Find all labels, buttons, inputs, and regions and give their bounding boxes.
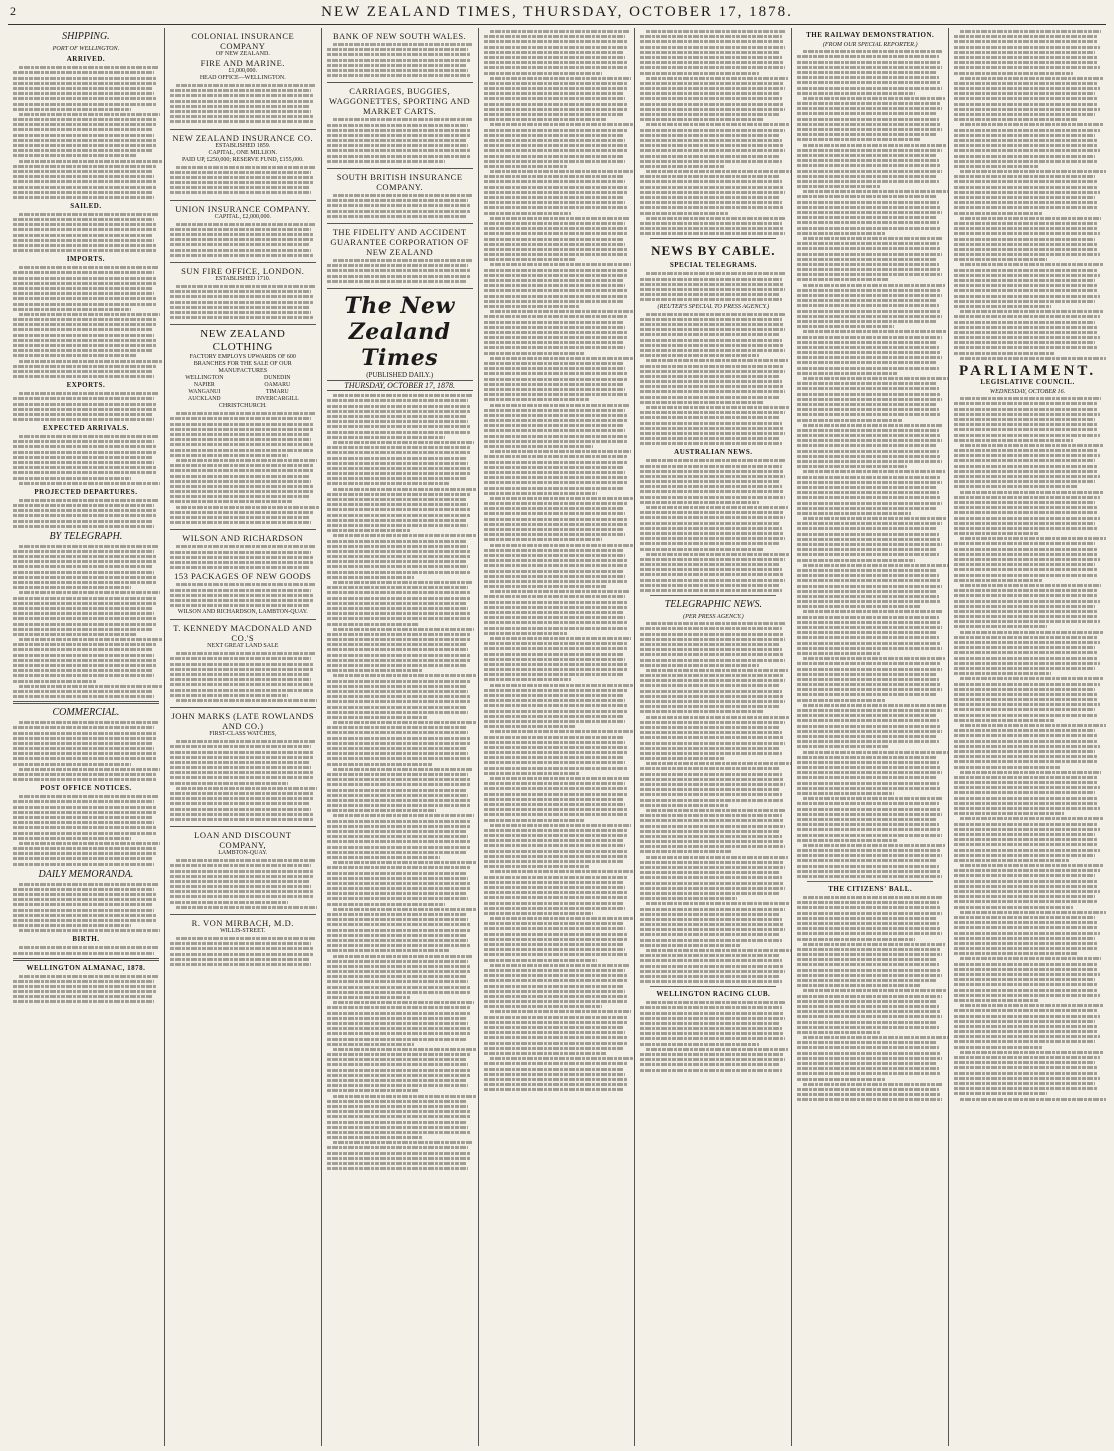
ad-john-marks: JOHN MARKS (LATE ROWLANDS AND CO.) FIRST-CLASS WATCHES, — [170, 708, 316, 827]
australian-text — [640, 459, 786, 592]
column-advertisements-1 — [165, 28, 322, 1446]
paper-title: The New Zealand Times — [344, 292, 455, 371]
cable-text — [640, 313, 786, 446]
ad-union-insurance: UNION INSURANCE COMPANY. CAPITAL, £2,000,000. — [170, 201, 316, 263]
editorial-text — [327, 394, 473, 1170]
ad-nz-insurance: NEW ZEALAND INSURANCE CO. ESTABLISHED 1859. CAPITAL, ONE MILLION. PAID UP, £250,000; RESERVE FUND, £155,000. — [170, 130, 316, 201]
parliament-text — [954, 397, 1101, 1100]
births-text — [13, 946, 159, 954]
page-number: 2 — [10, 4, 16, 18]
sailed-text — [13, 213, 159, 252]
column-cable-news — [635, 28, 792, 1446]
racing-club-heading: WELLINGTON RACING CLUB. — [656, 990, 771, 999]
legislative-council-heading: LEGISLATIVE COUNCIL. — [980, 378, 1075, 387]
expected-arrivals-label: EXPECTED ARRIVALS. — [42, 424, 129, 433]
col7-top-text — [954, 30, 1101, 360]
almanac-heading: WELLINGTON ALMANAC, 1878. — [26, 963, 146, 972]
col5-top-text — [640, 30, 786, 235]
memoranda-heading: DAILY MEMORANDA. — [38, 868, 134, 880]
arrived-label: ARRIVED. — [66, 55, 106, 64]
memoranda-text — [13, 883, 159, 933]
ad-carriages: CARRIAGES, BUGGIES, WAGGONETTES, SPORTING AND MARKET CARTS. — [327, 83, 473, 169]
parliament-heading: PARLIAMENT. — [959, 362, 1097, 379]
news-by-cable-heading: NEWS BY CABLE. — [651, 243, 776, 259]
ball-text — [797, 896, 943, 1101]
page-header — [0, 4, 1114, 22]
header-rule — [8, 24, 1106, 25]
ad-von-mirbach: R. VON MIRBACH, M.D. WILLIS-STREET. — [170, 915, 316, 971]
column-editorial — [322, 28, 479, 1446]
sailed-label: SAILED. — [70, 201, 102, 210]
ad-sun-fire-office: SUN FIRE OFFICE, LONDON. ESTABLISHED 1710. — [170, 263, 316, 325]
ad-south-british: SOUTH BRITISH INSURANCE COMPANY. — [327, 169, 473, 224]
railway-text — [797, 50, 943, 878]
shipping-heading: SHIPPING. — [62, 31, 110, 42]
almanac-text — [13, 975, 159, 1004]
arrived-text — [13, 66, 159, 199]
ad-wilson-richardson: WILSON AND RICHARDSON 153 PACKAGES OF NEW GOODS WILSON AND RICHARDSON, LAMBTON-QUAY. — [170, 530, 316, 620]
ad-kennedy-macdonald: T. KENNEDY MACDONALD AND CO.'S NEXT GREAT LAND SALE — [170, 620, 316, 708]
telegraphic-text — [640, 622, 786, 983]
telegraphic-news-heading: TELEGRAPHIC NEWS. — [664, 599, 762, 611]
ad-fidelity-accident: THE FIDELITY AND ACCIDENT GUARANTEE CORPORATION OF NEW ZEALAND — [327, 224, 473, 289]
ad-nz-clothing-factory: NEW ZEALAND CLOTHING FACTORY EMPLOYS UPWARDS OF 600 BRANCHES FOR THE SALE OF OUR MANUFACTURES WELLINGTON DUNEDIN NAPIER OAMARU WANGANUI TIMARU AUCKLAND INVERCARGILL CHRISTCHURCH. — [170, 325, 316, 530]
press-agency-label: (PER PRESS AGENCY.) — [683, 613, 744, 621]
projected-label: PROJECTED DEPARTURES. — [34, 487, 138, 496]
paper-subtitle: (PUBLISHED DAILY.) — [366, 370, 434, 379]
editorial-text-cont — [484, 30, 630, 1091]
expected-text — [13, 435, 159, 485]
column-shipping — [8, 28, 165, 1446]
citizens-ball-heading: THE CITIZENS' BALL. — [828, 885, 913, 894]
telegraph-label: BY TELEGRAPH. — [49, 530, 123, 542]
railway-subheading: (FROM OUR SPECIAL REPORTER.) — [822, 41, 918, 48]
port-heading: PORT OF WELLINGTON. — [52, 45, 120, 52]
racing-text — [640, 1001, 786, 1071]
ad-colonial-insurance: COLONIAL INSURANCE COMPANY OF NEW ZEALAND. FIRE AND MARINE. £1,000,000. HEAD OFFICE—WELLINGTON. — [170, 28, 316, 130]
railway-heading: THE RAILWAY DEMONSTRATION. — [806, 31, 935, 39]
ad-loan-discount: LOAN AND DISCOUNT COMPANY, LAMBTON-QUAY. — [170, 827, 316, 915]
paper-date: THURSDAY, OCTOBER 17, 1878. — [327, 380, 473, 391]
newspaper-header-title: NEW ZEALAND TIMES, THURSDAY, OCTOBER 17, 1878. — [321, 4, 793, 20]
australian-news-heading: AUSTRALIAN NEWS. — [674, 448, 753, 457]
branch-towns-table: WELLINGTON DUNEDIN NAPIER OAMARU WANGANUI TIMARU AUCKLAND INVERCARGILL — [185, 375, 299, 403]
projected-text — [13, 499, 159, 528]
births-label: BIRTH. — [72, 935, 100, 944]
commercial-text — [13, 721, 159, 781]
telegraph-text — [13, 545, 159, 698]
exports-label: EXPORTS. — [66, 381, 106, 390]
ad-bank-nsw: BANK OF NEW SOUTH WALES. — [327, 28, 473, 83]
imports-text — [13, 266, 159, 378]
column-railway — [792, 28, 949, 1446]
post-office-text — [13, 795, 159, 865]
commercial-heading: COMMERCIAL. — [52, 707, 120, 719]
special-telegrams-label: SPECIAL TELEGRAMS. — [669, 261, 757, 270]
reuter-label: (REUTER'S SPECIAL TO PRESS AGENCY.) — [657, 303, 770, 311]
column-parliament — [949, 28, 1106, 1446]
post-office-heading: POST OFFICE NOTICES. — [40, 784, 132, 793]
newspaper-columns — [8, 28, 1106, 1446]
imports-label: IMPORTS. — [66, 255, 106, 264]
column-editorial-cont — [479, 28, 636, 1446]
exports-text — [13, 392, 159, 421]
council-date: WEDNESDAY, OCTOBER 16. — [989, 388, 1066, 396]
